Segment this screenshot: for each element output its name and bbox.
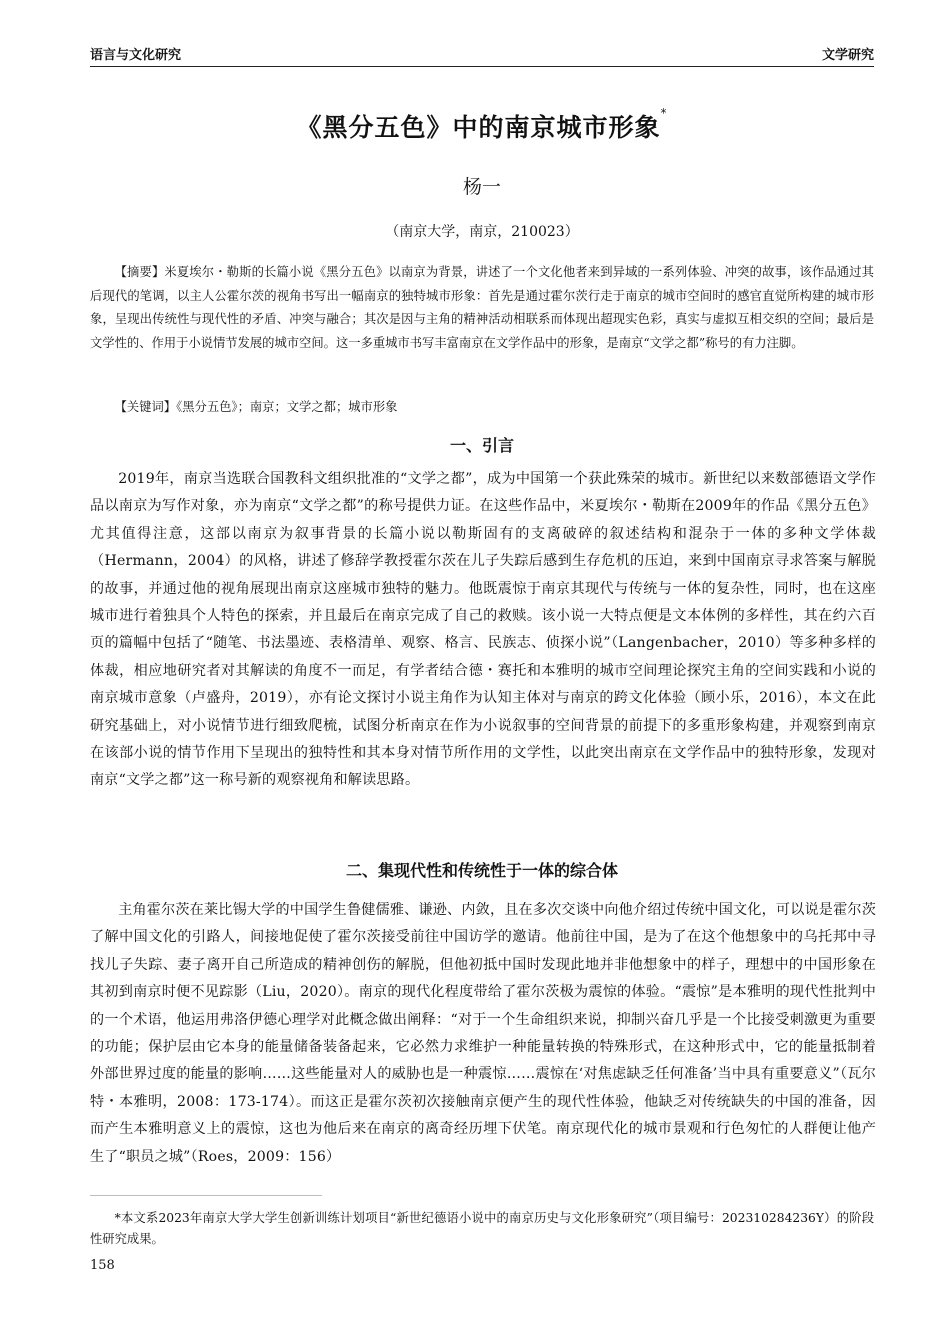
keywords-text: 《黑分五色》；南京；文学之都；城市形象 bbox=[176, 400, 398, 414]
running-header bbox=[90, 40, 874, 67]
abstract bbox=[90, 261, 874, 355]
journal-name: 语言与文化研究 bbox=[90, 48, 182, 63]
title-footnote-mark: * bbox=[660, 106, 668, 120]
article-title bbox=[90, 108, 874, 144]
article-title-text: 《黑分五色》中的南京城市形象 bbox=[296, 113, 661, 142]
footnote-divider bbox=[90, 1195, 322, 1196]
author-affiliation: （南京大学，南京，210023） bbox=[385, 224, 579, 240]
section-paragraph-modernity: 主角霍尔茨在莱比锡大学的中国学生鲁健儒雅、谦逊、内敛，且在多次交谈中向他介绍过传统中国文化，可以说是霍尔茨了解中国文化的引路人，间接地促使了霍尔茨接受前往中国访学的邀请。他前往中国，是为了在这个他想象中的乌托邦中寻找儿子失踪、妻子离开自己所造成的精神创伤的解脱，但他初抵中国时发现此地并非他想象中的样子，理想中的中国形象在其初到南京时便不见踪影（Liu，2020）。南京的现代化程度带给了霍尔茨极为震惊的体验。“震惊”是本雅明的现代性批判中的一个术语，他运用弗洛伊德心理学对此概念做出阐释：“对于一个生命组织来说，抑制兴奋几乎是一个比接受刺激更为重要的功能；保护层由它本身的能量储备装备起来，它必然力求维护一种能量转换的特殊形式，在这种形式中，它的能量抵制着外部世界过度的能量的影响……这些能量对人的威胁也是一种震惊……震惊在‘对焦虑缺乏任何准备’当中具有重要意义”（瓦尔特・本雅明，2008：173-174）。而这正是霍尔茨初次接触南京便产生的现代性体验，他缺乏对传统缺失的中国的准备，因而产生本雅明意义上的震惊，这也为他后来在南京的离奇经历埋下伏笔。南京现代化的城市景观和行色匆忙的人群便让他产生了“职员之城”（Roes，2009：156） bbox=[90, 902, 876, 1165]
footnote: *本文系2023年南京大学大学生创新训练计划项目“新世纪德语小说中的南京历史与文化形象研究”（项目编号：202310284236Y）的阶段性研究成果。 bbox=[90, 1211, 874, 1246]
abstract-label: 【摘要】 bbox=[114, 265, 165, 279]
section-paragraph-introduction: 2019年，南京当选联合国教科文组织批准的“文学之都”，成为中国第一个获此殊荣的城市。新世纪以来数部德语文学作品以南京为写作对象，亦为南京“文学之都”的称号提供力证。在这些作品中，米夏埃尔・勒斯在2009年的作品《黑分五色》尤其值得注意，这部以南京为叙事背景的长篇小说以勒斯固有的支离破碎的叙述结构和混杂于一体的多种文学体裁（Hermann，2004）的风格，讲述了修辞学教授霍尔茨在儿子失踪后感到生存危机的压迫，来到中国南京寻求答案与解脱的故事，并通过他的视角展现出南京这座城市独特的魅力。他既震惊于南京其现代与传统与一体的复杂性，同时，也在这座城市进行着独具个人特色的探索，并且最后在南京完成了自己的救赎。该小说一大特点便是文本体例的多样性，其在约六百页的篇幅中包括了“随笔、书法墨迹、表格清单、观察、格言、民族志、侦探小说”（Langenbacher，2010）等多种多样的体裁，相应地研究者对其解读的角度不一而足，有学者结合德・赛托和本雅明的城市空间理论探究主角的空间实践和小说的南京城市意象（卢盛舟，2019），亦有论文探讨小说主角作为认知主体对与南京的跨文化体验（顾小乐，2016），本文在此研究基础上，对小说情节进行细致爬梳，试图分析南京在作为小说叙事的空间背景的前提下的多重形象构建，并观察到南京在该部小说的情节作用下呈现出的独特性和其本身对情节所作用的文学性，以此突出南京在文学作品中的独特形象，发现对南京“文学之都”这一称号新的观察视角和解读思路。 bbox=[90, 471, 876, 789]
abstract-text: 米夏埃尔・勒斯的长篇小说《黑分五色》以南京为背景，讲述了一个文化他者来到异域的一系列体验、冲突的故事，该作品通过其后现代的笔调，以主人公霍尔茨的视角书写出一幅南京的独特城市形象：首先是通过霍尔茨行走于南京的城市空间时的感官直觉所构建的城市形象，呈现出传统性与现代性的矛盾、冲突与融合；其次是因与主角的精神活动相联系而体现出超现实色彩，真实与虚拟互相交织的空间；最后是文学性的、作用于小说情节发展的城市空间。这一多重城市书写丰富南京在文学作品中的形象，是南京“文学之都”称号的有力注脚。 bbox=[90, 265, 874, 350]
keywords bbox=[90, 396, 874, 420]
keywords-label: 【关键词】 bbox=[114, 400, 177, 414]
section-name: 文学研究 bbox=[821, 48, 874, 63]
section-heading-introduction: 一、引言 bbox=[449, 436, 514, 455]
section-heading-modernity: 二、集现代性和传统性于一体的综合体 bbox=[345, 861, 618, 880]
page-number: 158 bbox=[90, 1258, 115, 1273]
author-name: 杨一 bbox=[462, 176, 501, 198]
